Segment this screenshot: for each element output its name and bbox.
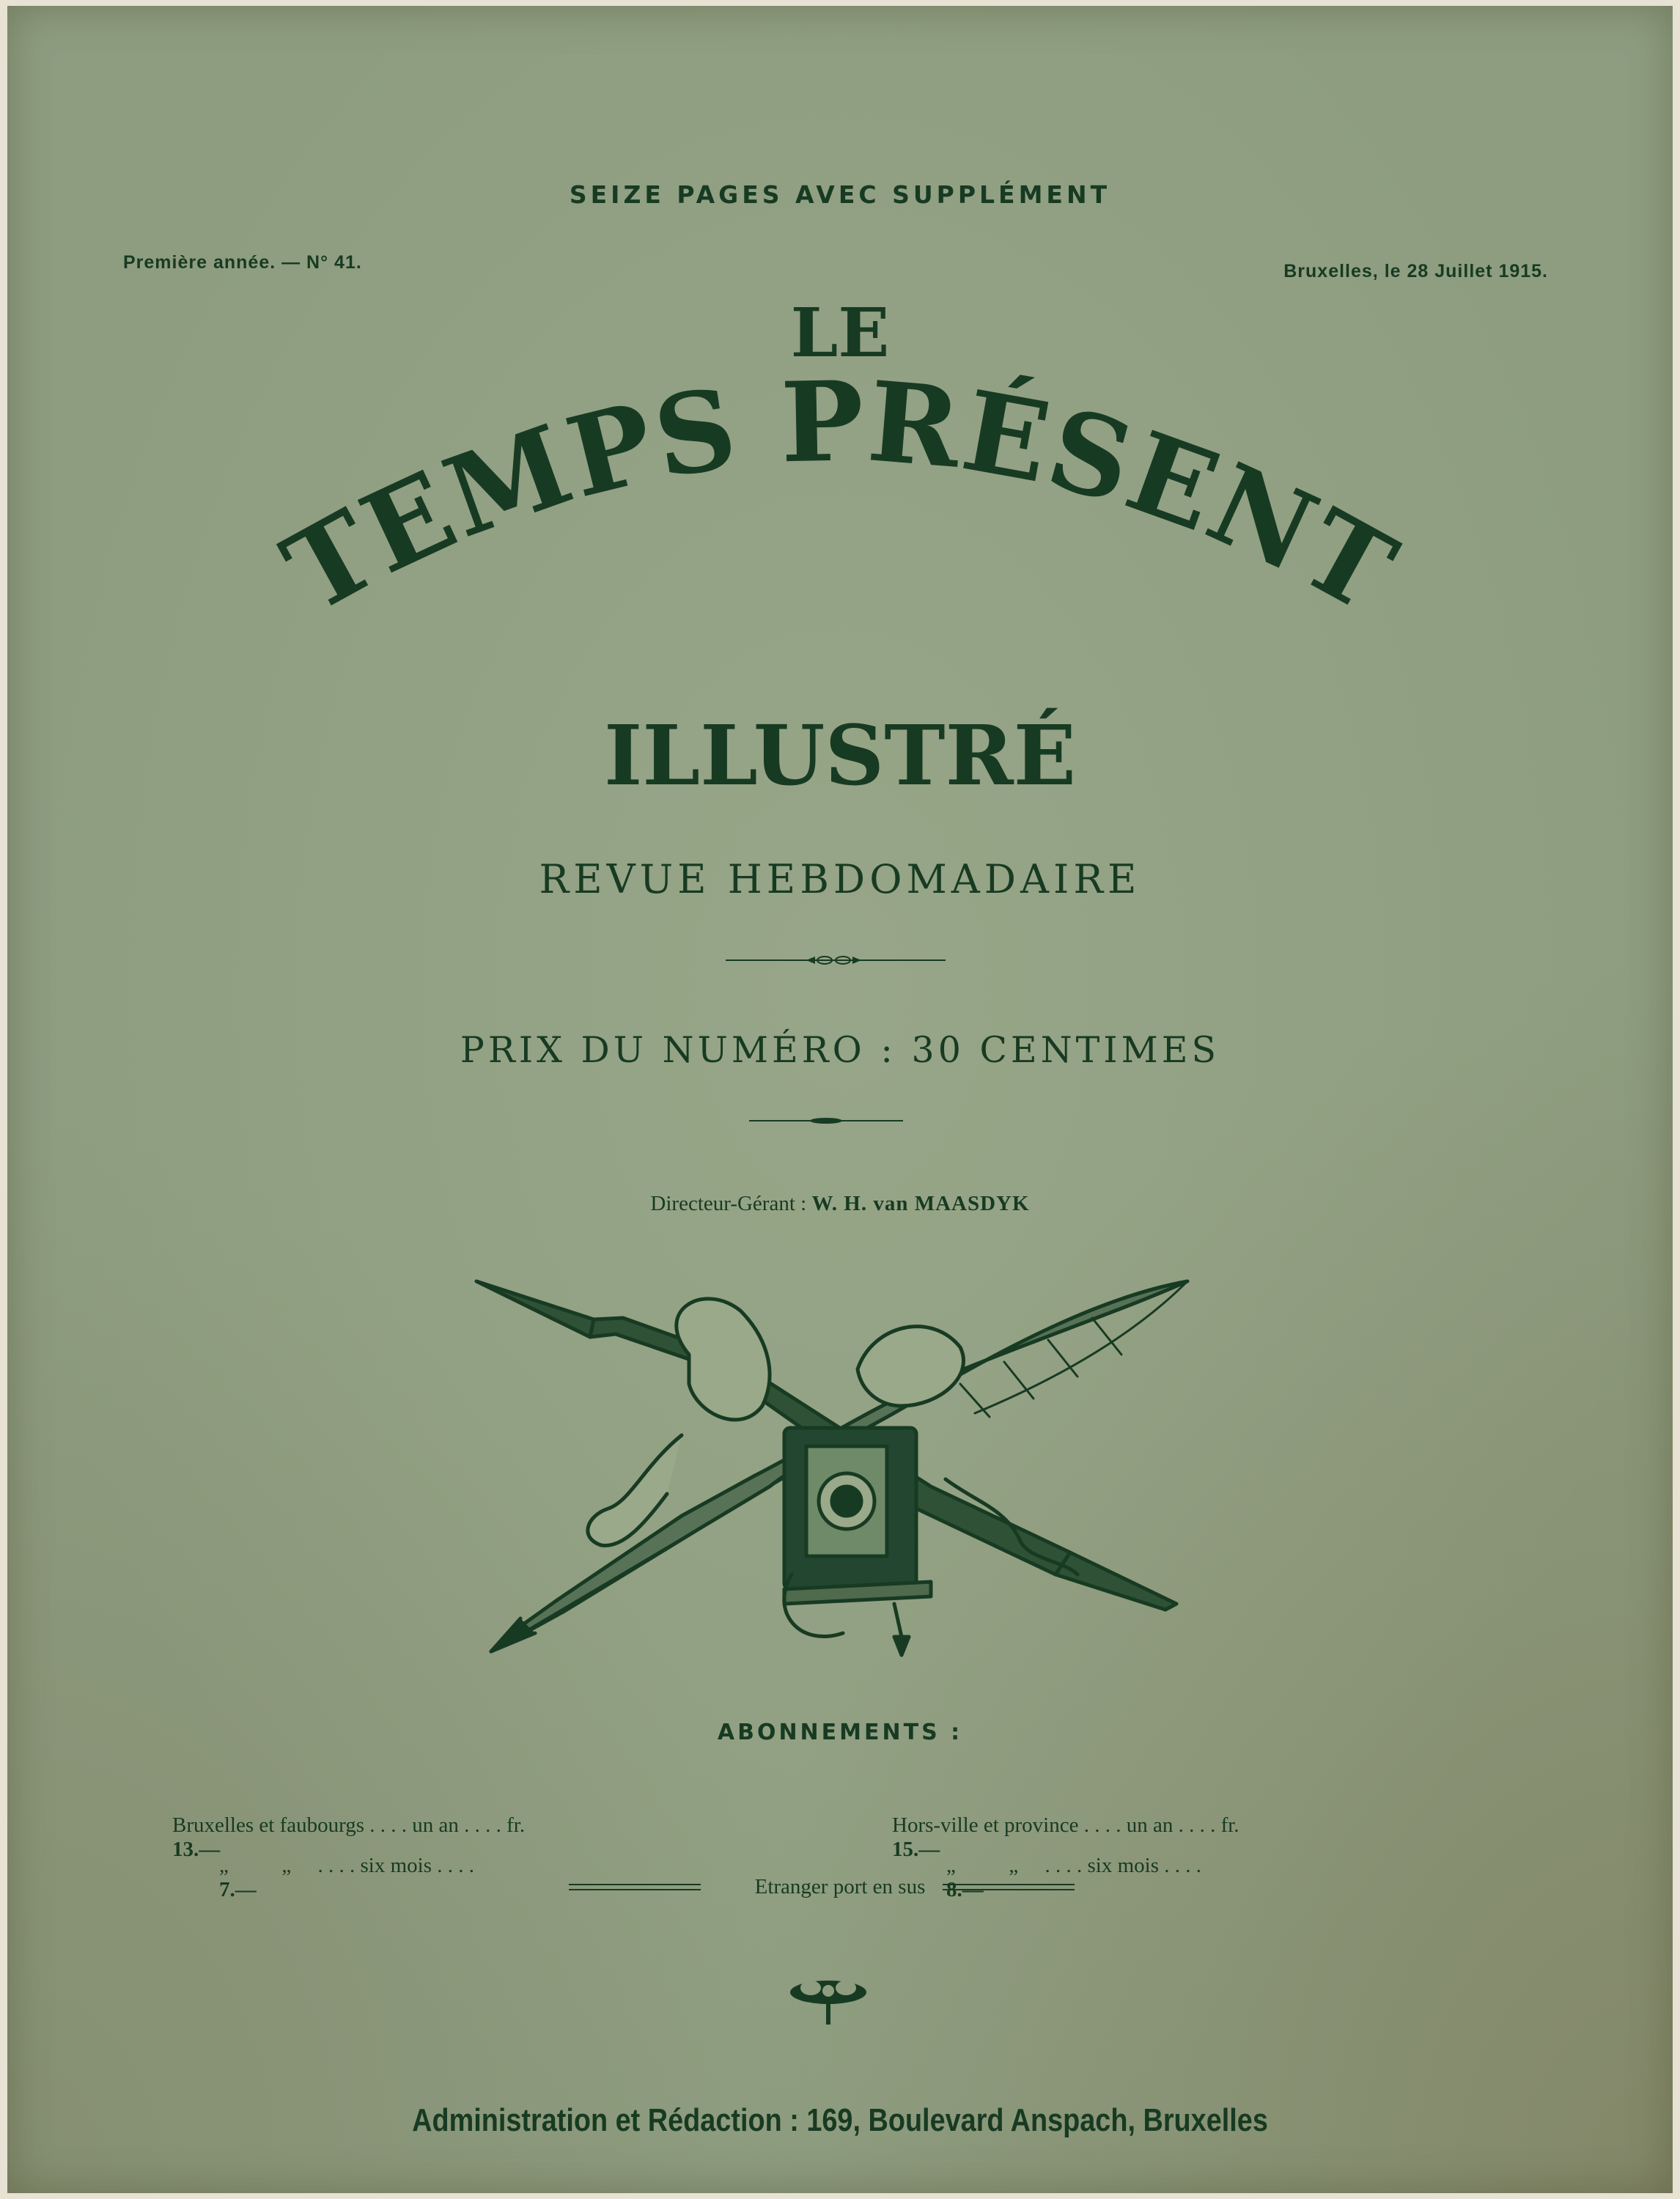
masthead-title	[7, 248, 1673, 805]
magazine-cover	[7, 6, 1673, 2193]
rate-price: 7.—	[219, 1878, 257, 1901]
flower-ornament-icon	[784, 1970, 872, 2029]
ornament-divider-2	[749, 1116, 903, 1126]
rate-label: „ „ . . . . six mois . . . .	[219, 1854, 474, 1877]
issue-price: PRIX DU NUMÉRO : 30 CENTIMES	[460, 1029, 1220, 1071]
pen-quill-camera-emblem	[462, 1267, 1209, 1662]
double-rule-right	[943, 1882, 1075, 1893]
director-line	[7, 1192, 1673, 1216]
rate-label: Bruxelles et faubourgs . . . . un an . . . . fr.	[172, 1813, 526, 1837]
foreign-postage-note: Etranger port en sus	[754, 1875, 926, 1898]
subtitle: REVUE HEBDOMADAIRE	[539, 856, 1141, 902]
director-name: W. H. van MAASDYK	[811, 1192, 1030, 1215]
subscriptions-heading: ABONNEMENTS :	[717, 1720, 963, 1745]
masthead-illustre: ILLUSTRÉ	[603, 708, 1077, 804]
issue-date: Bruxelles, le 28 Juillet 1915.	[1283, 261, 1548, 281]
issue-number: Première année. — N° 41.	[123, 252, 362, 273]
supplement-line: SEIZE PAGES AVEC SUPPLÉMENT	[569, 180, 1111, 209]
footer-address: Administration et Rédaction : 169, Boulevard Anspach, Bruxelles	[412, 2102, 1268, 2138]
rate-label: Hors-ville et province . . . . un an . . . . fr.	[892, 1813, 1239, 1837]
director-label: Directeur-Gérant :	[650, 1192, 807, 1215]
rate-price: 15.—	[892, 1838, 940, 1861]
rate-price: 8.—	[946, 1878, 984, 1901]
masthead-le: LE	[790, 293, 890, 372]
rate-label: „ „ . . . . six mois . . . .	[946, 1854, 1201, 1877]
ornament-divider-1	[726, 951, 946, 969]
rate-price: 13.—	[172, 1838, 221, 1861]
masthead-temps-present: TEMPS PRÉSENT	[264, 357, 1416, 638]
